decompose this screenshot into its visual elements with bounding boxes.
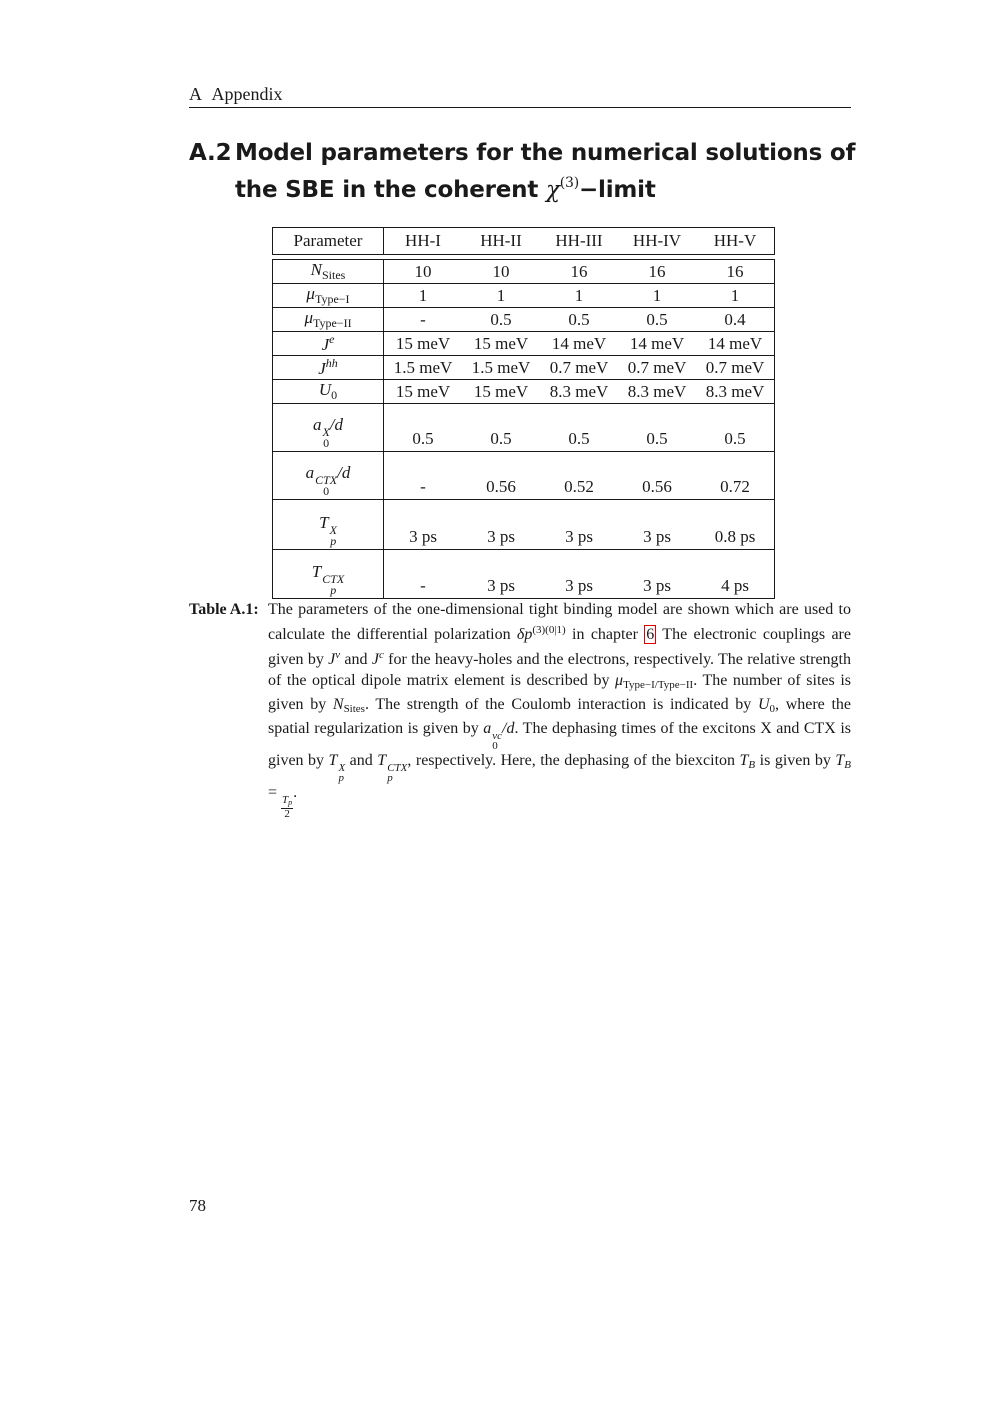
table-cell: 3 ps: [384, 500, 463, 550]
table-cell: 1: [696, 284, 775, 308]
table-cell: 14 meV: [618, 332, 696, 356]
table-row: [273, 356, 775, 380]
caption-label: Table A.1:: [189, 601, 259, 618]
table-header-row: [273, 228, 775, 255]
table-cell: 14 meV: [540, 332, 618, 356]
table-cell: 4 ps: [696, 550, 775, 599]
table-cell: 3 ps: [462, 500, 540, 550]
table-cell: 10: [384, 260, 463, 284]
table-cell: 15 meV: [384, 380, 463, 404]
table-cell: 15 meV: [384, 332, 463, 356]
chi-superscript: (3): [559, 175, 579, 191]
table-cell: 1: [540, 284, 618, 308]
table-cell: 1: [618, 284, 696, 308]
running-head-section-number: A: [189, 84, 202, 104]
fraction: $\frac{Tp}{2}$: [282, 794, 293, 821]
table-cell: 0.8 ps: [696, 500, 775, 550]
table-cell: 0.7 meV: [618, 356, 696, 380]
table-cell: 3 ps: [540, 500, 618, 550]
table-cell: 1: [462, 284, 540, 308]
table-row: [273, 284, 775, 308]
table-cell: 0.72: [696, 452, 775, 500]
table-cell: 16: [618, 260, 696, 284]
table-cell: 8.3 meV: [540, 380, 618, 404]
param-cell: T X p: [273, 500, 384, 550]
table-cell: 0.7 meV: [540, 356, 618, 380]
table-cell: 0.5: [384, 404, 463, 452]
section-heading: [189, 138, 859, 205]
table-cell: 0.4: [696, 308, 775, 332]
table-cell: 3 ps: [462, 550, 540, 599]
table-cell: 0.5: [462, 404, 540, 452]
table-row: [273, 260, 775, 284]
table-cell: 0.5: [462, 308, 540, 332]
section-title-main: Model parameters for the numerical solutions of the SBE in the coherent: [235, 140, 856, 203]
section-title: [235, 138, 859, 205]
table-header-cell: HH-IV: [618, 228, 696, 255]
table-row: [273, 550, 775, 599]
table-cell: 0.56: [462, 452, 540, 500]
param-cell: $\mu_{Type-II}$: [273, 308, 384, 332]
table-row: [273, 308, 775, 332]
table-cell: 0.5: [696, 404, 775, 452]
parameter-table: [272, 227, 775, 599]
table-cell: 15 meV: [462, 380, 540, 404]
param-cell: a CTX 0 /d: [273, 452, 384, 500]
param-cell: a X 0 /d: [273, 404, 384, 452]
table-cell: 3 ps: [540, 550, 618, 599]
param-cell: $\mu_{Type-I}$: [273, 284, 384, 308]
param-cell: $J^e$: [273, 332, 384, 356]
table-row: [273, 380, 775, 404]
table-cell: 14 meV: [696, 332, 775, 356]
table-cell: 10: [462, 260, 540, 284]
table-cell: -: [384, 308, 463, 332]
table-cell: 15 meV: [462, 332, 540, 356]
running-head: [189, 84, 851, 108]
table-header-cell: Parameter: [273, 228, 384, 255]
param-cell: $U_0$: [273, 380, 384, 404]
table-header-cell: HH-III: [540, 228, 618, 255]
running-head-title: Appendix: [211, 84, 283, 104]
table-row: [273, 500, 775, 550]
table-cell: 0.52: [540, 452, 618, 500]
table-cell: 16: [540, 260, 618, 284]
table-cell: 16: [696, 260, 775, 284]
table-header-cell: HH-II: [462, 228, 540, 255]
table-row: [273, 332, 775, 356]
table-cell: 8.3 meV: [618, 380, 696, 404]
table-cell: 0.5: [618, 308, 696, 332]
table-cell: 1.5 meV: [384, 356, 463, 380]
table-cell: 8.3 meV: [696, 380, 775, 404]
table-cell: 0.5: [618, 404, 696, 452]
table-cell: 0.5: [540, 308, 618, 332]
param-cell: T CTX p: [273, 550, 384, 599]
table-cell: 1: [384, 284, 463, 308]
table-cell: 3 ps: [618, 550, 696, 599]
table-cell: 1.5 meV: [462, 356, 540, 380]
table-row: [273, 404, 775, 452]
section-number: A.2: [189, 140, 232, 166]
param-cell: $N_{Sites}$: [273, 260, 384, 284]
section-title-suffix: −limit: [578, 177, 656, 203]
table-cell: 0.5: [540, 404, 618, 452]
table-cell: 0.56: [618, 452, 696, 500]
param-cell: $J^{hh}$: [273, 356, 384, 380]
table-cell: -: [384, 452, 463, 500]
caption-body: The parameters of the one-dimensional tight binding model are shown which are used to calculate the differential polarization $\delta p^{(3)(0|1)}$ in chapter 6 The electronic couplings are given by $J^v$ and $J^c$ for the heavy-holes and the electrons, respectively. The relative strength of the optical dipole matrix element is described by μType−I/Type−II. The number of sites is given by NSites. The strength of the Coulomb interaction is indicated by U0, where the spatial regularization is given by a vc 0 /d. The dephasing times of the excitons X and CTX is given by T X p and T CTX p , respectively. Here, the dephasing of the biexciton TB is given by TB = $\frac{Tp}{2}$ .: [268, 601, 852, 821]
table-header-cell: HH-I: [384, 228, 463, 255]
table-header-cell: HH-V: [696, 228, 775, 255]
table-cell: -: [384, 550, 463, 599]
page-number: 78: [189, 1196, 206, 1215]
table-caption: [189, 600, 851, 820]
table-cell: 0.7 meV: [696, 356, 775, 380]
chi-symbol: χ: [545, 177, 560, 203]
chapter-link[interactable]: 6: [646, 626, 655, 644]
table-cell: 3 ps: [618, 500, 696, 550]
table-row: [273, 452, 775, 500]
